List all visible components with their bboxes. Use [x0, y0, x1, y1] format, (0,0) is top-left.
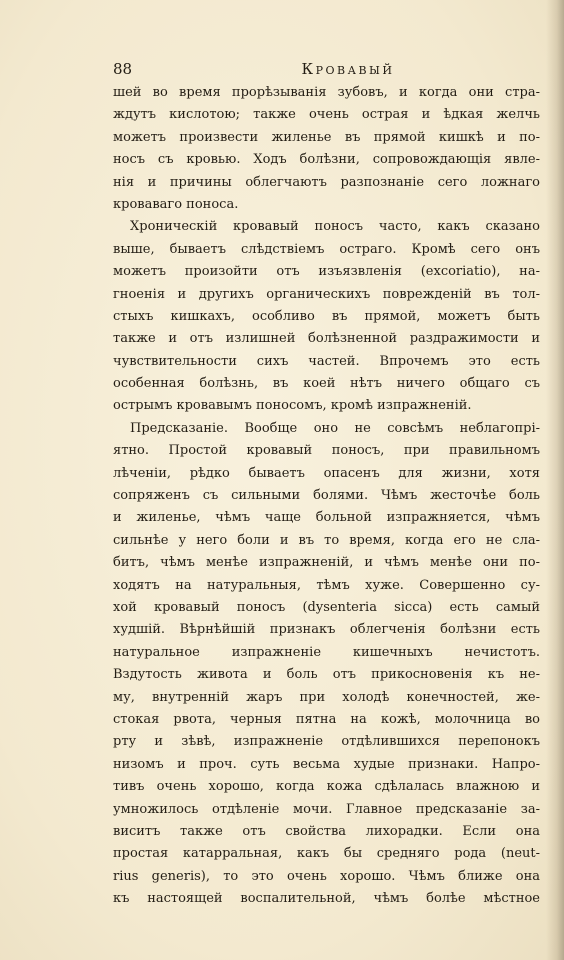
text-line: низомъ и проч. суть весьма худые признаки. Напро- — [113, 756, 540, 772]
text-line: нія и причины облегчаютъ разпознаніе сего ложнаго — [113, 174, 540, 190]
text-line: и жиленье, чѣмъ чаще больной изпражняется, чѣмъ — [113, 510, 540, 526]
text-line: чувствительности сихъ частей. Впрочемъ это есть — [113, 353, 540, 369]
text-line: умножилось отдѣленіе мочи. Главное предсказаніе за- — [113, 801, 540, 817]
text-line: rius generis), то это очень хорошо. Чѣмъ ближе она — [113, 868, 540, 884]
page-header — [113, 58, 540, 82]
text-line: можетъ произвести жиленье въ прямой кишкѣ и по- — [113, 129, 540, 145]
text-line: гноенія и другихъ органическихъ поврежденій въ тол- — [113, 286, 540, 302]
text-line: кроваваго поноса. — [113, 196, 239, 212]
running-title: Кровавый — [301, 60, 395, 78]
text-line: Предсказаніе. Вообще оно не совсѣмъ неблагопрі- — [130, 420, 540, 436]
text-line: ятно. Простой кровавый поносъ, при правильномъ — [113, 443, 540, 459]
text-line: простая катарральная, какъ бы средняго рода (neut- — [113, 846, 540, 862]
text-line: натуральное изпражненіе кишечныхъ нечистотъ. — [113, 644, 540, 660]
text-line: сопряженъ съ сильными болями. Чѣмъ жесточѣе боль — [113, 488, 540, 504]
text-line: стыхъ кишкахъ, особливо въ прямой, можетъ быть — [113, 308, 540, 324]
text-line: ходятъ на натуральныя, тѣмъ хуже. Совершенно су- — [113, 577, 540, 593]
text-line: къ настоящей воспалительной, чѣмъ болѣе мѣстное — [113, 891, 540, 907]
page-number: 88 — [113, 60, 133, 78]
text-line: ждутъ кислотою; также очень острая и ѣдкая желчь — [113, 107, 540, 123]
text-line: сильнѣе у него боли и въ то время, когда его не сла- — [113, 532, 540, 548]
text-line: выше, бываетъ слѣдствіемъ остраго. Кромѣ сего онъ — [113, 241, 540, 257]
text-line: особенная болѣзнь, въ коей нѣтъ ничего общаго съ — [113, 376, 540, 392]
text-line: битъ, чѣмъ менѣе изпражненій, и чѣмъ менѣе они по- — [113, 555, 540, 571]
text-line: рту и зѣвѣ, изпражненіе отдѣлившихся перепонокъ — [113, 734, 540, 750]
text-line: худшій. Вѣрнѣйшій признакъ облегченія болѣзни есть — [113, 622, 540, 638]
text-line: виситъ также отъ свойства лихорадки. Если она — [113, 823, 540, 839]
text-line: лѣченіи, рѣдко бываетъ опасенъ для жизни, хотя — [113, 465, 540, 481]
body-text — [113, 82, 540, 910]
text-line: Вздутость живота и боль отъ прикосновенія къ не- — [113, 667, 540, 683]
text-line: шей во время прорѣзыванія зубовъ, и когда они стра- — [113, 85, 540, 100]
text-line: можетъ произойти отъ изъязвленія (excoriatio), на- — [113, 264, 540, 280]
text-line: острымъ кровавымъ поносомъ, кромѣ изпражненій. — [113, 398, 472, 414]
text-line: тивъ очень хорошо, когда кожа сдѣлалась влажною и — [113, 779, 540, 795]
text-line: также и отъ излишней болѣзненной раздражимости и — [113, 331, 540, 347]
page-binding-shadow — [546, 0, 564, 960]
text-line: хой кровавый поносъ (dysenteria sicca) есть самый — [113, 599, 540, 615]
text-line: му, внутренній жаръ при холодѣ конечностей, же- — [113, 689, 540, 705]
text-line: носъ съ кровью. Ходъ болѣзни, сопровождающія явле- — [113, 152, 540, 168]
text-line: Хроническій кровавый поносъ часто, какъ сказано — [130, 219, 540, 235]
text-line: стокая рвота, черныя пятна на кожѣ, молочница во — [113, 711, 540, 727]
